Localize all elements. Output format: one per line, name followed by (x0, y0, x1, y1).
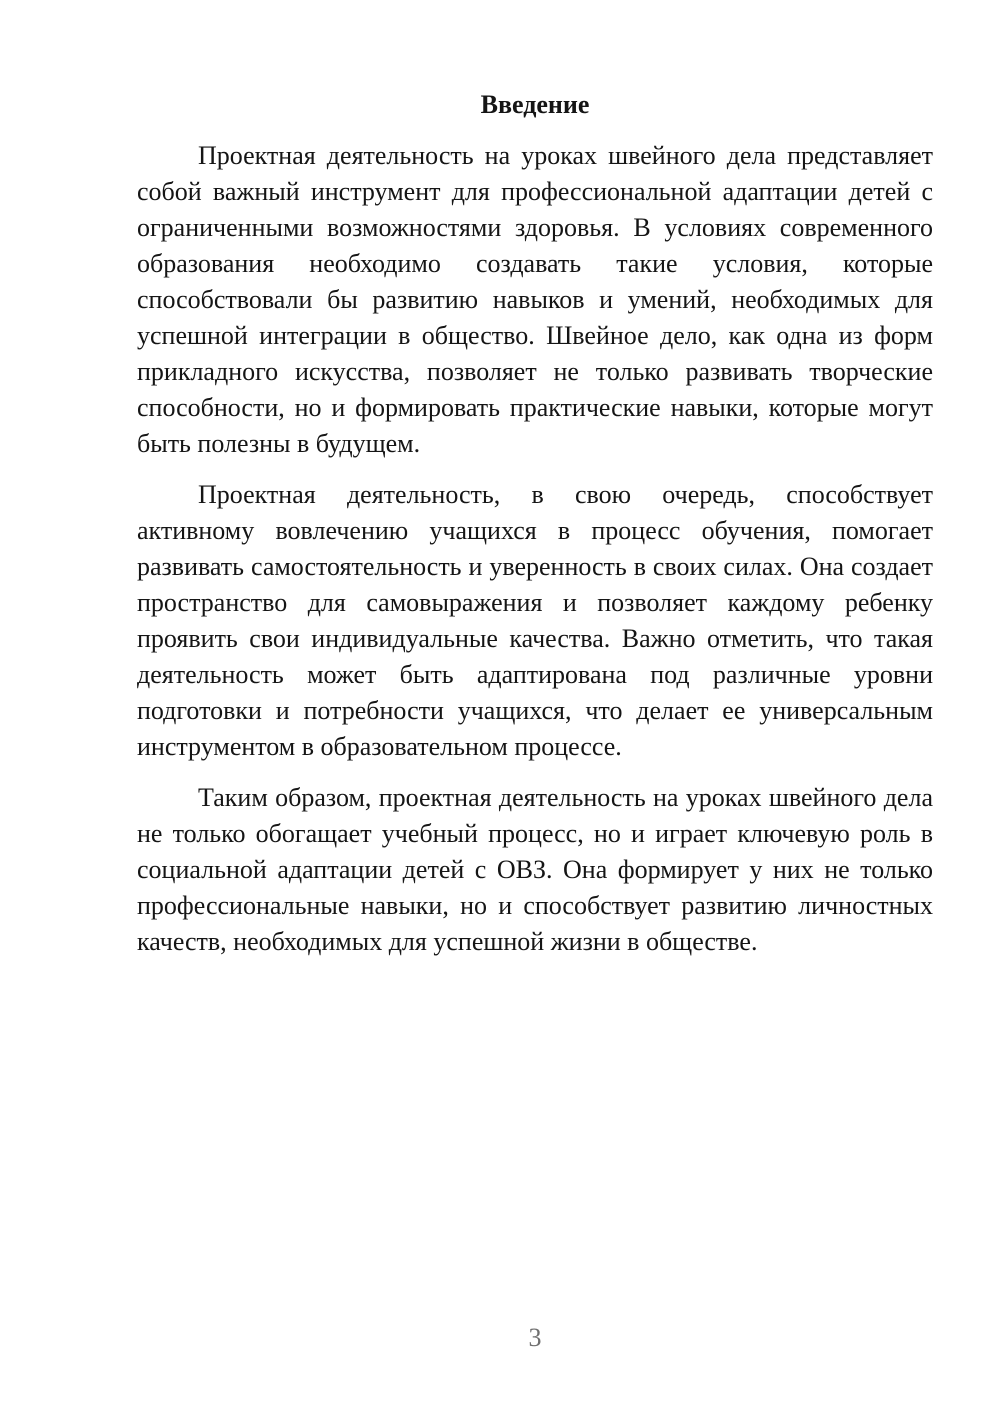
section-title: Введение (480, 90, 590, 119)
page-number: 3 (528, 1323, 542, 1352)
paragraph: Проектная деятельность, в свою очередь, способствует активному вовлечению учащихся в процесс обучения, помогает развивать самостоятельность и уверенность в своих силах. Она создает пространство для самовыражения и позволяет каждому ребенку проявить свои индивидуальные качества. Важно отметить, что такая деятельность может быть адаптирована под различные уровни подготовки и потребности учащихся, что делает ее универсальным инструментом в образовательном процессе. (137, 480, 933, 761)
paragraph: Таким образом, проектная деятельность на уроках швейного дела не только обогащает учебный процесс, но и играет ключевую роль в социальной адаптации детей с ОВЗ. Она формирует у них не только профессиональные навыки, но и способствует развитию личностных качеств, необходимых для успешной жизни в обществе. (137, 783, 933, 956)
text-column (137, 87, 933, 975)
paragraph: Проектная деятельность на уроках швейного дела представляет собой важный инструмент для профессиональной адаптации детей с ограниченными возможностями здоровья. В условиях современного образования необходимо создавать такие условия, которые способствовали бы развитию навыков и умений, необходимых для успешной интеграции в общество. Швейное дело, как одна из форм прикладного искусства, позволяет не только развивать творческие способности, но и формировать практические навыки, которые могут быть полезны в будущем. (137, 141, 933, 458)
